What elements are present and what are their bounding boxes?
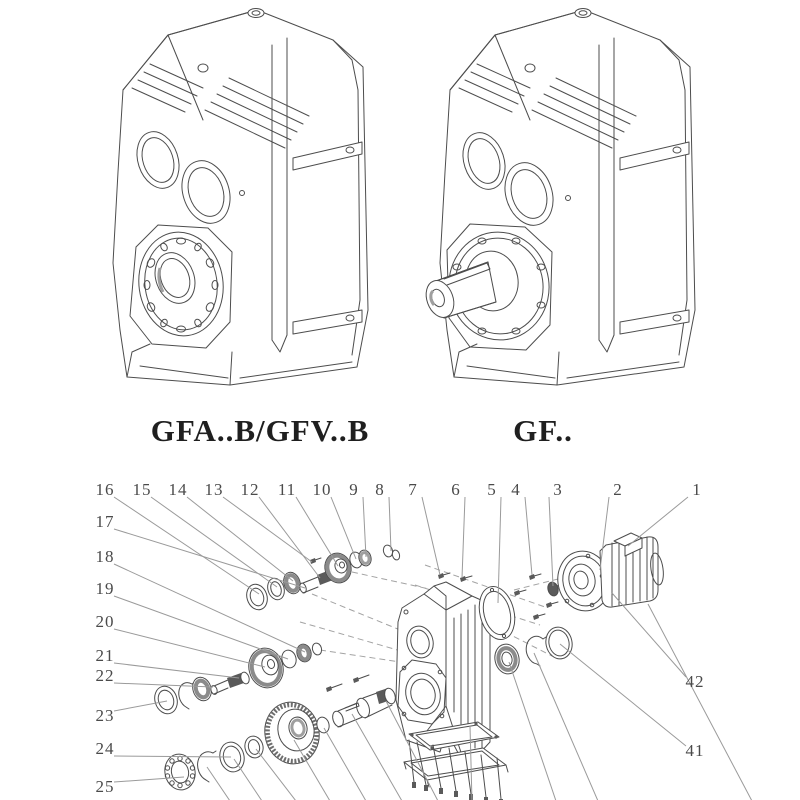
callout-number-19: 19: [95, 578, 115, 598]
oil-plug: [248, 9, 264, 18]
leader-line-20: [114, 629, 265, 667]
leader-line-8: [389, 497, 391, 551]
circlip: [198, 751, 216, 782]
callout-number-15: 15: [132, 479, 152, 499]
input-shaft-parts: [243, 544, 400, 612]
callout-number-14: 14: [168, 479, 188, 499]
leader-line-7: [422, 497, 440, 575]
callout-number-22: 22: [95, 665, 115, 685]
leader-line-18: [114, 564, 305, 652]
callout-number-9: 9: [349, 479, 359, 499]
leader-line-9: [363, 497, 366, 557]
callout-number-5: 5: [487, 479, 497, 499]
callout-number-10: 10: [312, 479, 332, 499]
callout-number-11: 11: [277, 479, 297, 499]
output-gear-large: [259, 697, 325, 769]
leader-line-41: [560, 644, 686, 746]
leader-line-12: [259, 497, 320, 578]
callout-number-3: 3: [553, 479, 563, 499]
motor: [552, 533, 665, 616]
intermediate-pinion-shaft: [210, 671, 251, 695]
exploded-diagram: [96, 480, 753, 800]
callout-number-6: 6: [451, 479, 461, 499]
oil-plug: [575, 9, 591, 18]
gearbox-drawing-gf: [421, 9, 695, 386]
leader-line-11: [296, 497, 338, 566]
callout-number-8: 8: [375, 479, 385, 499]
vent-bolt: [310, 558, 321, 564]
callout-number-1: 1: [692, 479, 702, 499]
callout-number-21: 21: [95, 645, 115, 665]
leader-line-5: [498, 497, 501, 603]
callout-number-25: 25: [95, 776, 115, 796]
leader-line-13: [223, 497, 312, 562]
callout-number-2: 2: [613, 479, 623, 499]
leader-line-3: [549, 497, 553, 586]
gearbox-drawing-gfab: [113, 9, 368, 386]
callout-number-18: 18: [95, 546, 115, 566]
callout-number-24: 24: [95, 738, 115, 758]
callout-number-23: 23: [95, 705, 115, 725]
callout-number-42: 42: [685, 671, 705, 691]
leader-line-1: [628, 497, 688, 546]
callout-number-17: 17: [95, 511, 115, 531]
leader-line-24: [114, 756, 231, 757]
leader-line-17: [114, 529, 305, 588]
model-label-gf: GF..: [513, 413, 573, 448]
callout-number-16: 16: [95, 479, 115, 499]
callout-number-13: 13: [204, 479, 224, 499]
callout-number-12: 12: [240, 479, 260, 499]
output-solid-shaft: [331, 687, 397, 728]
leader-line-10: [331, 497, 356, 559]
callout-number-41: 41: [685, 740, 705, 760]
callout-number-20: 20: [95, 611, 115, 631]
leader-line-21: [114, 663, 239, 678]
leader-line-6: [462, 497, 465, 578]
hollow-shaft-boss: [130, 225, 232, 348]
callout-number-7: 7: [408, 479, 418, 499]
shaft-bolts: [326, 675, 369, 692]
leader-line-16: [114, 497, 259, 594]
ball-bearing: [162, 751, 199, 792]
model-label-gfab: GFA..B/GFV..B: [150, 413, 370, 448]
callout-number-4: 4: [511, 479, 521, 499]
leader-line-4: [525, 497, 532, 575]
oil-pan-gaskets: [404, 722, 508, 800]
